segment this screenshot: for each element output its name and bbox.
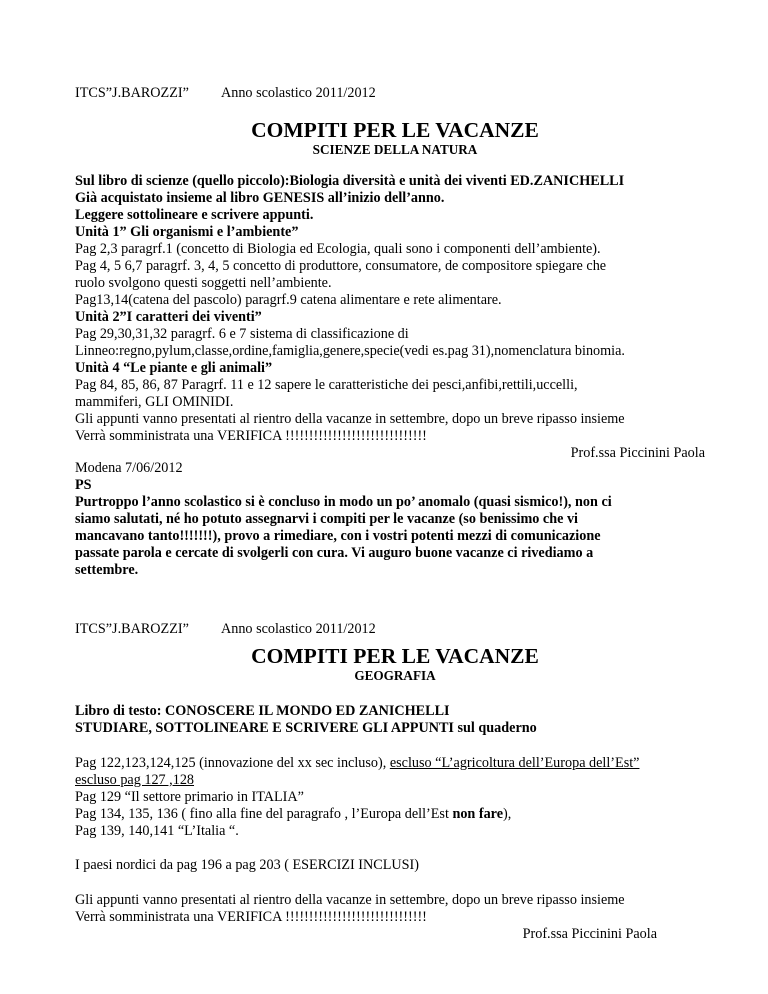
body-line: Pag 2,3 paragrf.1 (concetto di Biologia ed Ecologia, quali sono i componenti dell’ambiente). — [75, 241, 601, 257]
page-title-2: COMPITI PER LE VACANZE — [251, 644, 539, 668]
textbook-block — [75, 703, 715, 737]
ps-label: PS — [75, 477, 92, 493]
page-range-text: Pag 134, 135, 136 ( fino alla fine del paragrafo , l’Europa dell’Est — [75, 806, 453, 822]
body-line: Già acquistato insieme al libro GENESIS all’inizio dell’anno. — [75, 190, 445, 206]
header-1 — [75, 85, 376, 102]
ps-line: settembre. — [75, 562, 139, 578]
body-line: Sul libro di scienze (quello piccolo):Biologia diversità e unità dei viventi ED.ZANICHELLI — [75, 173, 625, 189]
textbook-line: Libro di testo: CONOSCERE IL MONDO ED ZANICHELLI — [75, 703, 450, 719]
body-line: Pag 129 “Il settore primario in ITALIA” — [75, 789, 304, 805]
geography-pages — [75, 755, 715, 840]
unit-heading: Unità 4 “Le piante e gli animali” — [75, 360, 273, 376]
body-line: Leggere sottolineare e scrivere appunti. — [75, 207, 314, 223]
instructions-line: STUDIARE, SOTTOLINEARE E SCRIVERE GLI APPUNTI sul quaderno — [75, 720, 537, 736]
school-name: ITCS”J.BAROZZI” — [75, 621, 189, 637]
school-name: ITCS”J.BAROZZI” — [75, 85, 189, 101]
ps-block — [75, 460, 715, 579]
nordic-line — [75, 857, 715, 874]
signature-2: Prof.ssa Piccinini Paola — [522, 926, 657, 942]
body-line — [75, 755, 715, 772]
header-2 — [75, 621, 376, 638]
body-line: Pag13,14(catena del pascolo) paragrf.9 catena alimentare e rete alimentare. — [75, 292, 502, 308]
body-line — [75, 806, 715, 823]
body-line: Gli appunti vanno presentati al rientro della vacanze in settembre, dopo un breve ripasso insieme — [75, 892, 625, 908]
body-line: ruolo svolgono questi soggetti nell’ambiente. — [75, 275, 332, 291]
body-line: mammiferi, GLI OMINIDI. — [75, 394, 234, 410]
body-line: Verrà somministrata una VERIFICA !!!!!!!!!!!!!!!!!!!!!!!!!!!!!! — [75, 428, 427, 444]
ps-line: passate parola e cercate di svolgerli con cura. Vi auguro buone vacanze ci rivediamo a — [75, 545, 594, 561]
unit-heading: Unità 2”I caratteri dei viventi” — [75, 309, 262, 325]
closing-block — [75, 892, 715, 943]
science-body — [75, 173, 715, 462]
unit-heading: Unità 1” Gli organismi e l’ambiente” — [75, 224, 299, 240]
body-line: Pag 29,30,31,32 paragrf. 6 e 7 sistema di classificazione di — [75, 326, 409, 342]
subject-2: GEOGRAFIA — [354, 668, 436, 683]
body-line: Pag 139, 140,141 “L’Italia “. — [75, 823, 239, 839]
emphasis-text: non fare — [452, 806, 504, 822]
signature-1: Prof.ssa Piccinini Paola — [570, 445, 705, 461]
school-year: Anno scolastico 2011/2012 — [221, 621, 376, 637]
body-line: Pag 84, 85, 86, 87 Paragrf. 11 e 12 sapere le caratteristiche dei pesci,anfibi,rettili,uccelli, — [75, 377, 578, 393]
body-line: Verrà somministrata una VERIFICA !!!!!!!!!!!!!!!!!!!!!!!!!!!!!! — [75, 909, 427, 925]
ps-line: mancavano tanto!!!!!!!), provo a rimediare, con i vostri potenti mezzi di comunicazione — [75, 528, 601, 544]
body-line: Pag 4, 5 6,7 paragrf. 3, 4, 5 concetto di produttore, consumatore, de compositore spiegare che — [75, 258, 607, 274]
subject-1: SCIENZE DELLA NATURA — [312, 142, 478, 157]
excluded-note: escluso pag 127 ,128 — [75, 772, 195, 788]
date-line: Modena 7/06/2012 — [75, 460, 183, 476]
body-line: I paesi nordici da pag 196 a pag 203 ( ESERCIZI INCLUSI) — [75, 857, 419, 873]
body-line: Gli appunti vanno presentati al rientro della vacanze in settembre, dopo un breve ripasso insieme — [75, 411, 625, 427]
school-year: Anno scolastico 2011/2012 — [221, 85, 376, 101]
page-title-1: COMPITI PER LE VACANZE — [251, 118, 539, 142]
body-line: Linneo:regno,pylum,classe,ordine,famiglia,genere,specie(vedi es.pag 31),nomenclatura binomia. — [75, 343, 625, 359]
ps-line: siamo salutati, né ho potuto assegnarvi i compiti per le vacanze (so benissimo che vi — [75, 511, 578, 527]
page-range-text: Pag 122,123,124,125 (innovazione del xx sec incluso), — [75, 755, 390, 771]
excluded-note: escluso “L’agricoltura dell’Europa dell’Est” — [389, 755, 640, 771]
ps-line: Purtroppo l’anno scolastico si è concluso in modo un po’ anomalo (quasi sismico!), non ci — [75, 494, 612, 510]
page-range-text: ), — [503, 806, 512, 822]
